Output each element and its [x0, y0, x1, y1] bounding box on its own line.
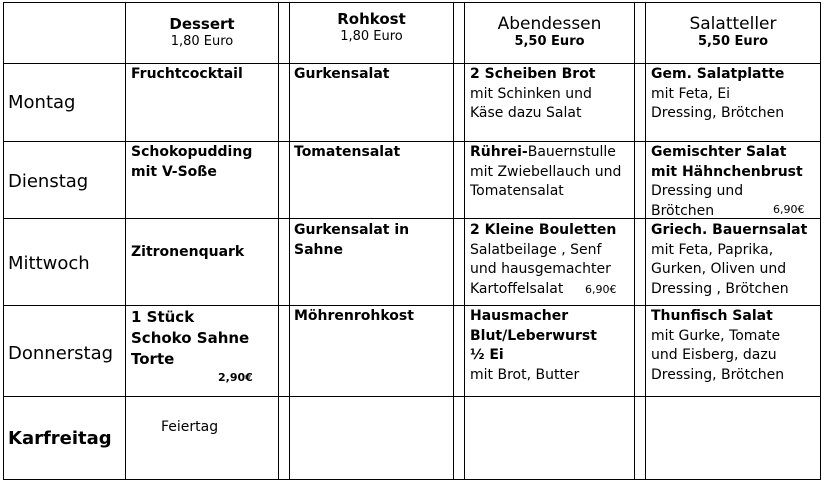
- column-name: Dessert: [169, 15, 235, 33]
- grid-line: [3, 479, 821, 480]
- rohkost-cell: [294, 307, 414, 327]
- cell-line: Schoko Sahne: [131, 329, 250, 347]
- grid-line: [3, 2, 4, 480]
- cell-line: Blut/Leberwurst: [470, 327, 597, 344]
- cell-line: Zitronenquark: [131, 244, 245, 260]
- column-header-salatteller: [646, 14, 820, 50]
- column-name: Abendessen: [497, 14, 602, 34]
- dessert-cell: [131, 243, 244, 263]
- salat-cell: [651, 307, 784, 385]
- rest-text: Bauernstulle: [527, 144, 616, 160]
- grid-line: [453, 2, 454, 480]
- cell-line: mit Schinken und: [470, 85, 592, 102]
- cell-line: [470, 143, 621, 163]
- dessert-cell: [161, 418, 218, 438]
- salat-cell: [651, 221, 807, 299]
- cell-line: mit Gurke, Tomate: [651, 327, 781, 344]
- cell-line: Gemischter Salat: [651, 144, 787, 160]
- column-price: 1,80 Euro: [170, 34, 234, 49]
- abendessen-cell: [470, 307, 597, 385]
- cell-line: Dressing, Brötchen: [651, 105, 785, 121]
- cell-line: Tomatensalat: [470, 183, 564, 199]
- column-header-abendessen: [465, 14, 634, 50]
- day-label: Karfreitag: [8, 428, 112, 449]
- cell-line: Gurkensalat in: [294, 222, 410, 238]
- grid-line: [278, 2, 279, 480]
- cell-line: mit Brot, Butter: [470, 366, 580, 383]
- column-name: Salatteller: [689, 14, 777, 34]
- grid-line: [3, 396, 821, 397]
- day-label: Montag: [8, 92, 76, 113]
- cell-line: Schokopudding: [131, 144, 253, 160]
- cell-line: Käse dazu Salat: [470, 105, 582, 121]
- cell-line: Salatbeilage , Senf: [470, 241, 602, 258]
- cell-line: Feiertag: [161, 419, 219, 435]
- cell-line: 1 Stück: [131, 308, 195, 326]
- cell-line: 2 Kleine Bouletten: [470, 222, 617, 238]
- cell-line: Fruchtcocktail: [131, 66, 243, 82]
- column-header-rohkost: [290, 9, 453, 45]
- column-name: Rohkost: [337, 10, 406, 28]
- cell-line: Kartoffelsalat: [470, 280, 564, 297]
- cell-line: und hausgemachter: [470, 261, 611, 277]
- cell-line: Gurkensalat: [294, 66, 390, 82]
- abendessen-cell: [470, 143, 621, 202]
- grid-line: [3, 2, 821, 3]
- cell-line: Thunfisch Salat: [651, 308, 773, 324]
- price-tag: 6,90€: [773, 203, 805, 216]
- column-price: 5,50 Euro: [514, 34, 585, 49]
- cell-line: mit Feta, Paprika,: [651, 241, 774, 258]
- grid-line: [3, 141, 821, 142]
- column-price: 1,80 Euro: [340, 29, 403, 44]
- column-price: 5,50 Euro: [697, 34, 769, 49]
- day-label: Dienstag: [8, 171, 89, 192]
- cell-line: mit Feta, Ei: [651, 85, 731, 102]
- cell-line: mit Zwiebellauch und: [470, 163, 622, 180]
- grid-line: [289, 2, 290, 480]
- cell-line: mit Hähnchenbrust: [651, 163, 803, 180]
- grid-line: [125, 2, 126, 480]
- dessert-cell: [131, 307, 249, 370]
- cell-line: Gem. Salatplatte: [651, 66, 785, 82]
- cell-line: Dressing , Brötchen: [651, 280, 789, 297]
- dessert-cell: [131, 65, 243, 85]
- cell-line: ½ Ei: [470, 347, 504, 363]
- grid-line: [464, 2, 465, 480]
- cell-line: Griech. Bauernsalat: [651, 222, 808, 238]
- cell-line: Dressing, Brötchen: [651, 366, 785, 383]
- grid-line: [3, 63, 821, 64]
- bold-prefix: Rührei-: [470, 144, 528, 160]
- rohkost-cell: [294, 221, 409, 260]
- cell-line: mit V-Soße: [131, 163, 217, 180]
- cell-line: Möhrenrohkost: [294, 308, 414, 324]
- cell-line: Dressing und: [651, 183, 744, 199]
- cell-line: Sahne: [294, 241, 343, 258]
- grid-line: [820, 2, 821, 480]
- price-tag: 6,90€: [585, 283, 617, 296]
- grid-line: [645, 2, 646, 480]
- cell-line: Tomatensalat: [294, 144, 401, 160]
- day-label: Donnerstag: [8, 343, 114, 364]
- cell-line: Torte: [131, 350, 175, 368]
- abendessen-cell: [470, 65, 596, 124]
- cell-line: 2 Scheiben Brot: [470, 66, 596, 82]
- day-label: Mittwoch: [8, 253, 90, 274]
- column-header-dessert: [126, 14, 278, 50]
- cell-line: und Eisberg, dazu: [651, 347, 777, 363]
- price-tag: 2,90€: [218, 371, 253, 384]
- cell-line: Hausmacher: [470, 308, 569, 324]
- rohkost-cell: [294, 143, 400, 163]
- cell-line: Brötchen: [651, 202, 715, 219]
- salat-cell: [651, 65, 784, 124]
- grid-line: [3, 305, 821, 306]
- cell-line: Gurken, Oliven und: [651, 261, 787, 277]
- grid-line: [634, 2, 635, 480]
- rohkost-cell: [294, 65, 389, 85]
- dessert-cell: [131, 143, 252, 182]
